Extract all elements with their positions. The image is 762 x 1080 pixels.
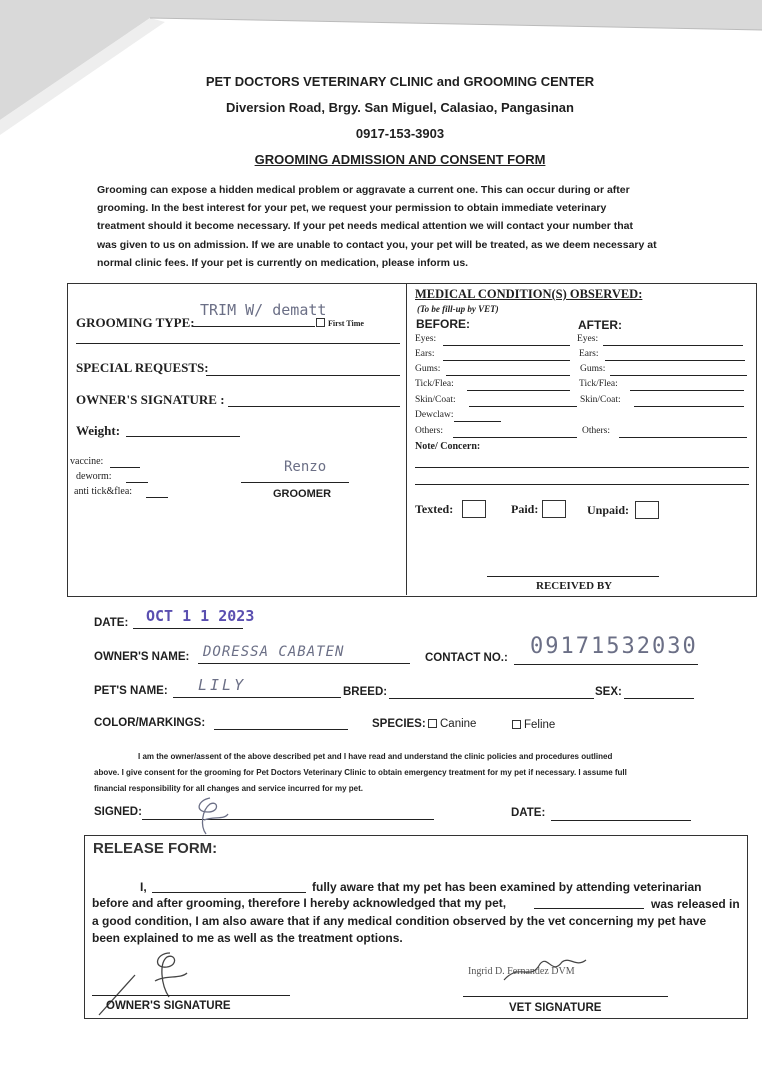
signed-label: SIGNED: — [94, 806, 142, 818]
canine-label: Canine — [440, 718, 477, 730]
checkbox-icon[interactable] — [316, 318, 325, 327]
canine-option[interactable] — [428, 718, 476, 730]
checkbox-icon[interactable] — [512, 720, 521, 729]
received-by-field[interactable] — [487, 576, 659, 577]
release-owner-field[interactable] — [152, 892, 306, 893]
release-line3: a good condition, I am also aware that if any medical condition observed by the vet concerning my pet have — [92, 914, 707, 928]
color-label: COLOR/MARKINGS: — [94, 717, 206, 729]
before-row: Gums: — [415, 364, 441, 374]
after-row: Others: — [582, 426, 610, 436]
contact-label: CONTACT NO.: — [425, 652, 508, 664]
after-row: Ears: — [579, 349, 599, 359]
grooming-type-value[interactable]: TRIM W/ dematt — [200, 301, 327, 319]
before-row: Others: — [415, 426, 443, 436]
unpaid-checkbox[interactable] — [635, 501, 659, 519]
checkbox-icon[interactable] — [428, 719, 437, 728]
medical-title: MEDICAL CONDITION(S) OBSERVED: — [415, 287, 643, 301]
received-by-label: RECEIVED BY — [536, 580, 613, 592]
owner-signature-scribble — [180, 790, 240, 840]
medical-subtitle: (To be fill-up by VET) — [417, 304, 499, 314]
contact-value[interactable]: 09171532030 — [530, 634, 698, 659]
vet-name: Ingrid D. Fernandez DVM — [468, 966, 575, 977]
weight-field[interactable] — [126, 436, 240, 437]
before-label: BEFORE: — [416, 317, 470, 331]
intro-line: treatment should it become necessary. If your pet needs medical attention we will contact your number that — [97, 220, 634, 233]
owner-name-value[interactable]: DORESSA CABATEN — [203, 644, 345, 660]
deworm-label: deworm: — [76, 471, 112, 482]
owner-signature-label: OWNER'S SIGNATURE : — [76, 392, 225, 407]
note-field[interactable] — [415, 467, 749, 468]
after-row: Eyes: — [577, 334, 599, 344]
consent-line: above. I give consent for the grooming for Pet Doctors Veterinary Clinic to obtain emergency treatment for my pet if necessary. I assume full — [94, 768, 627, 777]
after-label: AFTER: — [578, 318, 622, 332]
paid-checkbox[interactable] — [542, 500, 566, 518]
intro-line: normal clinic fees. If your pet is currently on medication, please inform us. — [97, 256, 469, 269]
release-line2-a: before and after grooming, therefore I hereby acknowledged that my pet, — [92, 896, 507, 910]
weight-label: Weight: — [76, 423, 121, 438]
before-row: Dewclaw: — [415, 410, 454, 420]
release-line1-b: fully aware that my pet has been examined by attending veterinarian — [312, 880, 702, 894]
breed-label: BREED: — [343, 686, 388, 698]
unpaid-label: Unpaid: — [587, 503, 630, 517]
before-row: Ears: — [415, 349, 435, 359]
special-requests-label: SPECIAL REQUESTS: — [76, 360, 209, 375]
clinic-phone: 0917-153-3903 — [355, 126, 445, 141]
pet-name-value[interactable]: LILY — [198, 676, 247, 694]
consent-line: I am the owner/assent of the above described pet and I have read and understand the clinic policies and procedures outlined — [138, 752, 613, 761]
intro-line: grooming. In the best interest for your pet, we request your permission to obtain immediate veterinary — [97, 202, 607, 215]
release-owner-sig-line[interactable] — [92, 995, 290, 996]
owner-name-label: OWNER'S NAME: — [94, 651, 190, 663]
after-row: Skin/Coat: — [580, 395, 621, 405]
texted-label: Texted: — [415, 502, 454, 516]
release-line2-b: was released in — [651, 897, 740, 911]
after-row: Tick/Flea: — [579, 379, 618, 389]
release-pet-field[interactable] — [534, 908, 644, 909]
after-row: Gums: — [580, 364, 606, 374]
vet-sig-line[interactable] — [463, 996, 668, 997]
release-title: RELEASE FORM: — [93, 840, 218, 857]
clinic-name: PET DOCTORS VETERINARY CLINIC and GROOMING CENTER — [205, 74, 595, 89]
groomer-name: Renzo — [284, 459, 327, 475]
grooming-type-label: GROOMING TYPE: — [76, 315, 195, 330]
before-row: Eyes: — [415, 334, 437, 344]
note-label: Note/ Concern: — [415, 441, 481, 452]
before-row: Skin/Coat: — [415, 395, 456, 405]
form-title: GROOMING ADMISSION AND CONSENT FORM — [254, 152, 546, 167]
release-owner-sig-label: OWNER'S SIGNATURE — [106, 1000, 231, 1012]
feline-option[interactable] — [512, 719, 555, 731]
vet-sig-label: VET SIGNATURE — [509, 1002, 602, 1014]
pet-name-label: PET'S NAME: — [94, 685, 168, 697]
anti-tick-label: anti tick&flea: — [74, 486, 133, 497]
consent-date-field[interactable] — [551, 820, 691, 821]
vaccine-label: vaccine: — [70, 456, 104, 467]
date-label: DATE: — [94, 617, 129, 629]
feline-label: Feline — [524, 719, 556, 731]
intro-line: Grooming can expose a hidden medical problem or aggravate a current one. This can occur during or after — [97, 184, 630, 196]
first-time-label: First Time — [328, 319, 364, 328]
intro-line: was given to us on admission. If we are unable to contact you, your pet will be treated, as we deem necessary at — [97, 238, 657, 251]
release-line1-a: I, — [140, 880, 147, 894]
consent-line: financial responsibility for all changes and service incurred for my pet. — [94, 784, 363, 793]
paid-label: Paid: — [511, 502, 539, 516]
clinic-address: Diversion Road, Brgy. San Miguel, Calasiao, Pangasinan — [226, 100, 574, 115]
species-label: SPECIES: — [372, 718, 426, 730]
first-time-checkbox[interactable] — [316, 318, 364, 328]
release-line4: been explained to me as well as the treatment options. — [92, 931, 403, 945]
special-requests-field[interactable] — [206, 375, 400, 376]
admission-divider — [406, 283, 407, 595]
consent-date-label: DATE: — [511, 807, 546, 819]
vet-signature-scribble — [500, 952, 590, 992]
groomer-label: GROOMER — [273, 488, 332, 500]
texted-checkbox[interactable] — [462, 500, 486, 518]
date-value[interactable]: OCT 1 1 2023 — [146, 607, 255, 625]
folded-corner — [0, 0, 762, 140]
sex-label: SEX: — [595, 686, 622, 698]
before-row: Tick/Flea: — [415, 379, 454, 389]
intro-paragraph — [97, 181, 707, 272]
owner-signature-field[interactable] — [228, 406, 400, 407]
